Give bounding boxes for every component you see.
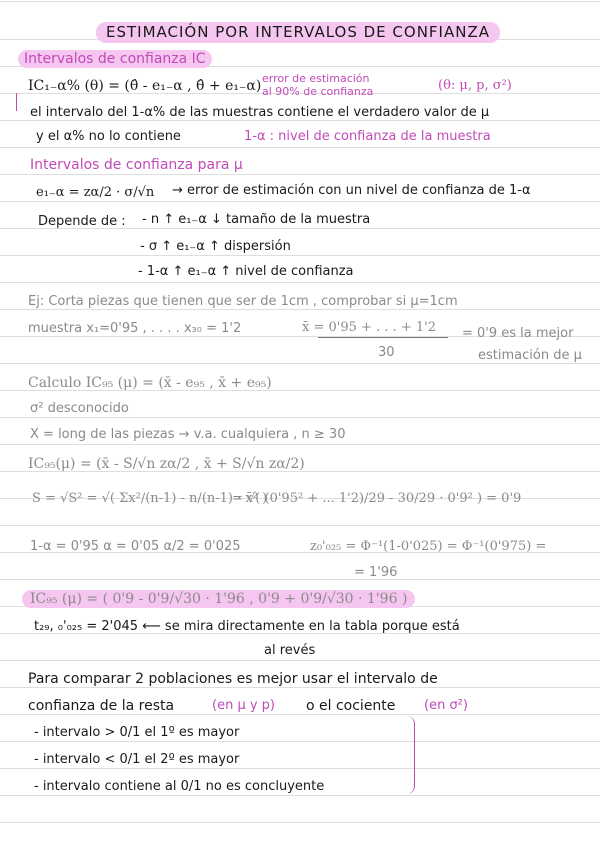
mean-numerator: x̄ = 0'95 + . . . + 1'2 [302,320,436,335]
ic95-calc: Calculo IC₉₅ (μ) = (x̄ - e₉₅ , x̄ + e₉₅) [28,375,272,391]
ic95-formula: IC₉₅(μ) = (x̄ - S/√n zα/2 , x̄ + S/√n zα/2) [28,456,305,472]
sigma-unknown: σ² desconocido [30,401,129,416]
fraction-bar [318,337,448,338]
section-heading-ic: Intervalos de confianza IC [18,50,212,68]
params-note: (θ: μ, p, σ²) [438,78,512,93]
error-formula: e₁₋α = zα/2 · σ/√n [36,185,155,200]
compare-item-greater: - intervalo > 0/1 el 1º es mayor [34,725,240,740]
brace-icon [16,93,23,111]
final-interval: IC₉₅ (μ) = ( 0'9 - 0'9/√30 · 1'96 , 0'9 + 0'9/√30 · 1'96 ) [22,590,415,608]
section-heading-mu: Intervalos de confianza para μ [30,157,243,173]
ic-formula: IC₁₋α% (θ) = (θ̂ - e₁₋α , θ̂ + e₁₋α) [28,78,262,94]
mean-denominator: 30 [378,345,395,360]
best-estimate-line1: = 0'9 es la mejor [462,326,574,341]
compare-line1: Para comparar 2 poblaciones es mejor usar el intervalo de [28,671,438,687]
dependency-confidence: - 1-α ↑ e₁₋α ↑ nivel de confianza [138,264,354,279]
page-title: ESTIMACIÓN POR INTERVALOS DE CONFIANZA [96,22,500,43]
compare-item-contains: - intervalo contiene al 0/1 no es concluyente [34,779,325,794]
z-value-line2: = 1'96 [354,565,398,580]
error-note-line1: error de estimación [262,72,370,85]
compare-line2-sigma: (en σ²) [424,698,468,713]
confidence-level-note: 1-α : nivel de confianza de la muestra [244,129,491,144]
dependency-n: - n ↑ e₁₋α ↓ tamaño de la muestra [142,212,371,227]
dependency-sigma: - σ ↑ e₁₋α ↑ dispersión [140,239,291,254]
ic-description-line1: el intervalo del 1-α% de las muestras contiene el verdadero valor de μ [30,105,490,120]
depends-label: Depende de : [38,214,126,229]
compare-line2-cociente: o el cociente [306,698,396,714]
error-formula-description: → error de estimación con un nivel de confianza de 1-α [172,183,531,198]
x-definition: X = long de las piezas → v.a. cualquiera , n ≥ 30 [30,427,346,442]
error-note-line2: al 90% de confianza [262,85,374,98]
s-numeric: = √( (0'95² + ... 1'2)/29 - 30/29 · 0'9² ) = 0'9 [232,491,522,506]
z-value-line1: z₀'₀₂₅ = Φ⁻¹(1-0'025) = Φ⁻¹(0'975) = [310,539,547,554]
ic-description-line2: y el α% no lo contiene [36,129,181,144]
s-formula: S = √S² = √( Σx²/(n-1) - n/(n-1) · x̄² ) [32,491,268,506]
example-statement: Ej: Corta piezas que tienen que ser de 1cm , comprobar si μ=1cm [28,294,458,309]
t-value-line1: t₂₉, ₀'₀₂₅ = 2'045 ⟵ se mira directamente en la tabla porque está [34,619,460,634]
best-estimate-line2: estimación de μ [478,348,582,363]
t-value-line2: al revés [264,643,316,658]
compare-item-less: - intervalo < 0/1 el 2º es mayor [34,752,240,767]
sample-values: muestra x₁=0'95 , . . . . x₃₀ = 1'2 [28,321,242,336]
brace-icon [404,716,415,794]
alpha-values: 1-α = 0'95 α = 0'05 α/2 = 0'025 [30,539,241,554]
compare-line2-resta: confianza de la resta [28,698,175,714]
compare-line2-mu-p: (en μ y p) [212,698,275,713]
